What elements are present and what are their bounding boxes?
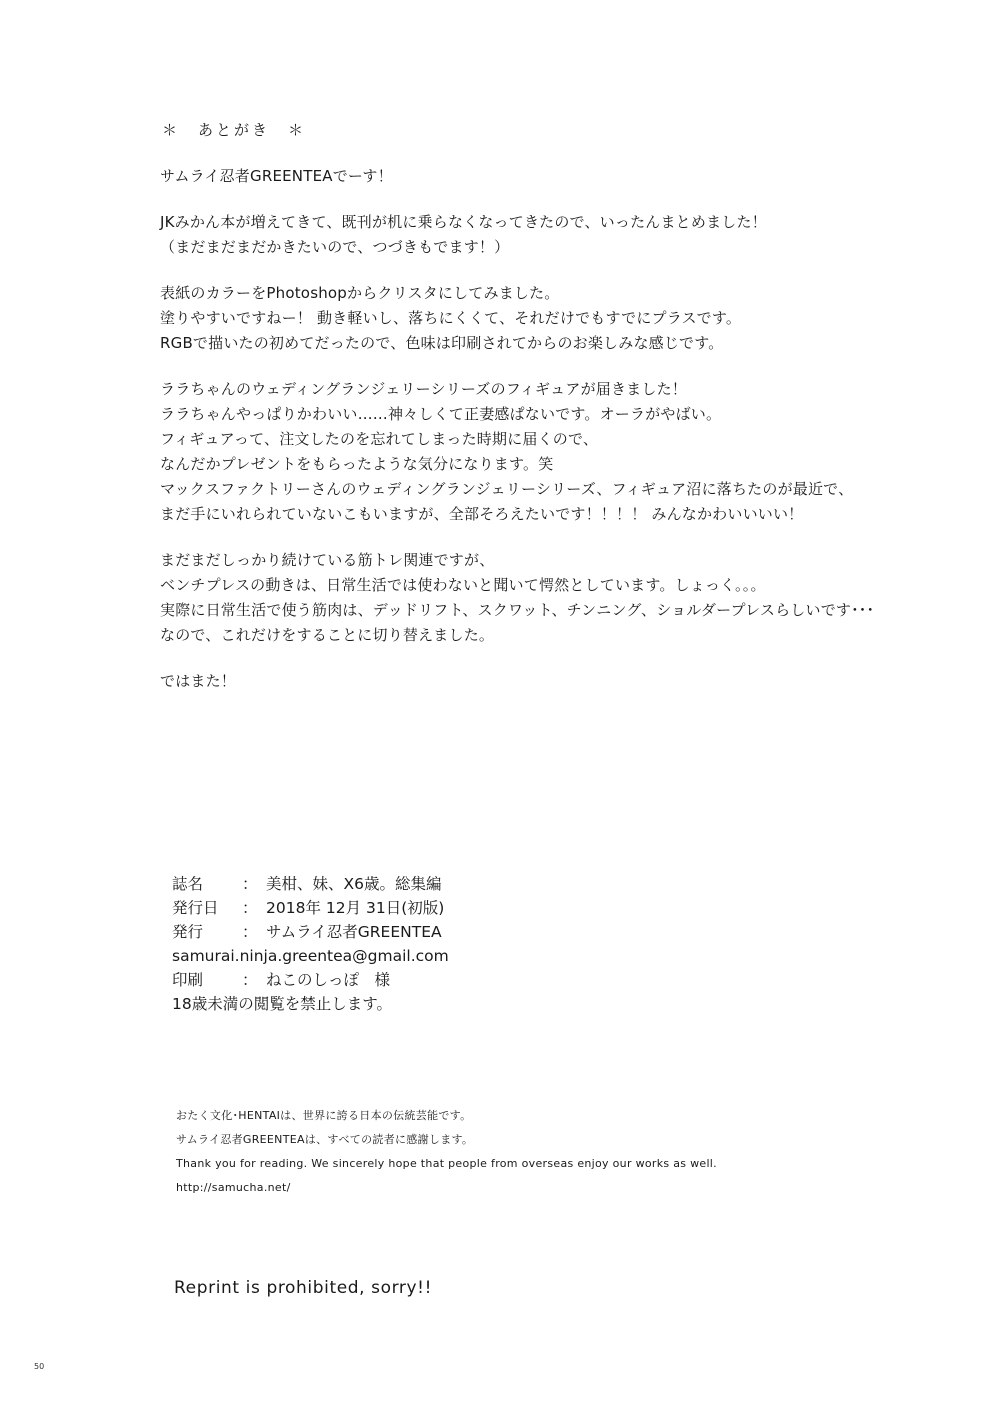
colophon-title-label: 誌名 bbox=[172, 875, 204, 893]
colophon-printer-row bbox=[172, 968, 449, 992]
paragraph-3-line: まだ手にいれられていないこもいますが、全部そろえたいです！！！！ みんなかわいいいい！ bbox=[160, 505, 804, 523]
afterword-section bbox=[160, 118, 880, 694]
afterword-closing: ではまた！ bbox=[160, 672, 237, 690]
paragraph-3-line: ララちゃんのウェディングランジェリーシリーズのフィギュアが届きました！ bbox=[160, 380, 687, 398]
colophon-separator: ： bbox=[242, 899, 258, 917]
paragraph-4-line: ベンチプレスの動きは、日常生活では使わないと聞いて愕然としています。しょっく。。。 bbox=[160, 576, 766, 594]
reprint-notice: Reprint is prohibited, sorry!! bbox=[174, 1278, 433, 1298]
colophon-separator: ： bbox=[242, 971, 258, 989]
afterword-title: ＊ あとがき ＊ bbox=[162, 121, 307, 139]
paragraph-2-line: RGBで描いたの初めてだったので、色味は印刷されてからのお楽しみな感じです。 bbox=[160, 334, 724, 352]
website-url: http://samucha.net/ bbox=[176, 1181, 291, 1194]
colophon-publisher-label: 発行 bbox=[172, 923, 204, 941]
note-line: おたく文化･HENTAIは、世界に誇る日本の伝統芸能です。 bbox=[176, 1109, 472, 1122]
page-number: 50 bbox=[34, 1362, 45, 1371]
paragraph-3-line: フィギュアって、注文したのを忘れてしまった時期に届くので、 bbox=[160, 430, 599, 448]
colophon-title-value: 美柑、妹、X6歳。総集編 bbox=[266, 875, 442, 893]
age-restriction-notice: 18歳未満の閲覧を禁止します。 bbox=[172, 995, 392, 1013]
paragraph-2-line: 塗りやすいですねー！ 動き軽いし、落ちにくくて、それだけでもすでにプラスです。 bbox=[160, 309, 742, 327]
colophon-title-row bbox=[172, 872, 449, 896]
paragraph-4-line: 実際に日常生活で使う筋肉は、デッドリフト、スクワット、チンニング、ショルダープレスらしいです･･･ bbox=[160, 601, 875, 619]
paragraph-3-line: なんだかプレゼントをもらったような気分になります。笑 bbox=[160, 455, 554, 473]
colophon-email-row bbox=[172, 944, 449, 968]
colophon-separator: ： bbox=[242, 923, 258, 941]
colophon-date-label: 発行日 bbox=[172, 899, 219, 917]
afterword-greeting: サムライ忍者GREENTEAでーす！ bbox=[160, 167, 393, 185]
colophon-date-value: 2018年 12月 31日(初版) bbox=[266, 899, 445, 917]
colophon-date-row bbox=[172, 896, 449, 920]
colophon-publisher-value: サムライ忍者GREENTEA bbox=[266, 923, 442, 941]
paragraph-3-line: マックスファクトリーさんのウェディングランジェリーシリーズ、フィギュア沼に落ちたのが最近で、 bbox=[160, 480, 854, 498]
colophon-separator: ： bbox=[242, 875, 258, 893]
note-line: Thank you for reading. We sincerely hope that people from overseas enjoy our works as well. bbox=[176, 1157, 717, 1170]
colophon-printer-label: 印刷 bbox=[172, 971, 204, 989]
colophon bbox=[172, 872, 449, 1016]
paragraph-1-line: JKみかん本が増えてきて、既刊が机に乗らなくなってきたので、いったんまとめました！ bbox=[160, 213, 767, 231]
paragraph-3-line: ララちゃんやっぱりかわいい……神々しくて正妻感ぱないです。オーラがやばい。 bbox=[160, 405, 722, 423]
colophon-email: samurai.ninja.greentea@gmail.com bbox=[172, 947, 449, 965]
paragraph-2-line: 表紙のカラーをPhotoshopからクリスタにしてみました。 bbox=[160, 284, 560, 302]
paragraph-4-line: まだまだしっかり続けている筋トレ関連ですが、 bbox=[160, 551, 495, 569]
colophon-age-row bbox=[172, 992, 449, 1016]
paragraph-4-line: なので、これだけをすることに切り替えました。 bbox=[160, 626, 495, 644]
colophon-publisher-row bbox=[172, 920, 449, 944]
note-line: サムライ忍者GREENTEAは、すべての読者に感謝します。 bbox=[176, 1133, 474, 1146]
colophon-printer-value: ねこのしっぽ 様 bbox=[266, 971, 391, 989]
paragraph-1-line: （まだまだまだかきたいので、つづきもでます！） bbox=[160, 238, 510, 256]
footer-notes bbox=[176, 1104, 717, 1200]
